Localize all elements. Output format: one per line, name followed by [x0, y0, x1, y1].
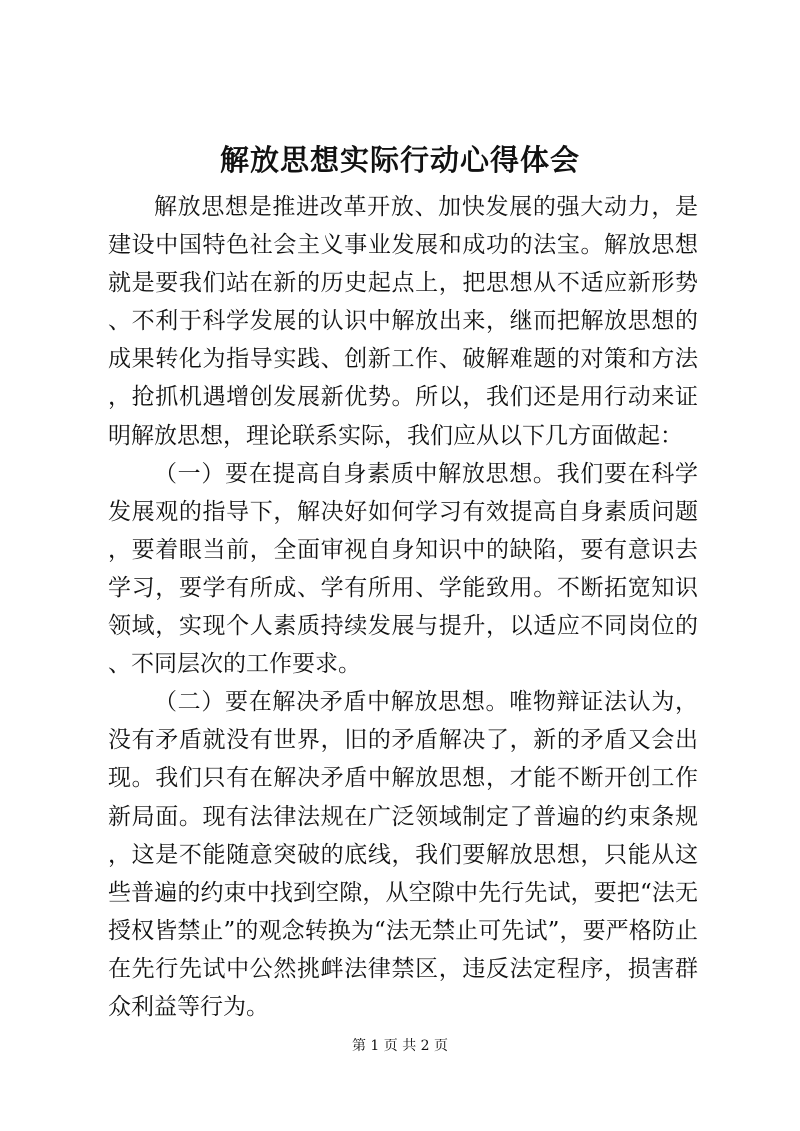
paragraph-point-one: （一）要在提高自身素质中解放思想。我们要在科学发展观的指导下，解决好如何学习有效提高自身素质问题，要着眼当前，全面审视自身知识中的缺陷，要有意识去学习，要学有所成、学有所用、学能致用。不断拓宽知识领域，实现个人素质持续发展与提升，以适应不同岗位的、不同层次的工作要求。	[108, 460, 698, 678]
paragraph-intro: 解放思想是推进改革开放、加快发展的强大动力，是建设中国特色社会主义事业发展和成功的法宝。解放思想就是要我们站在新的历史起点上，把思想从不适应新形势、不利于科学发展的认识中解放出来，继而把解放思想的成果转化为指导实践、创新工作、破解难题的对策和方法，抢抓机遇增创发展新优势。所以，我们还是用行动来证明解放思想，理论联系实际，我们应从以下几方面做起：	[108, 194, 698, 449]
document-body	[108, 188, 698, 1026]
document-title: 解放思想实际行动心得体会	[219, 143, 580, 177]
paragraph-point-two: （二）要在解决矛盾中解放思想。唯物辩证法认为，没有矛盾就没有世界，旧的矛盾解决了，新的矛盾又会出现。我们只有在解决矛盾中解放思想，才能不断开创工作新局面。现有法律法规在广泛领域制定了普遍的约束条规，这是不能随意突破的底线，我们要解放思想，只能从这些普遍的约束中找到空隙，从空隙中先行先试，要把“法无授权皆禁止”的观念转换为“法无禁止可先试”，要严格防止在先行先试中公然挑衅法律禁区，违反法定程序，损害群众利益等行为。	[108, 689, 698, 1020]
page-footer: 第 1 页 共 2 页	[351, 1038, 449, 1054]
